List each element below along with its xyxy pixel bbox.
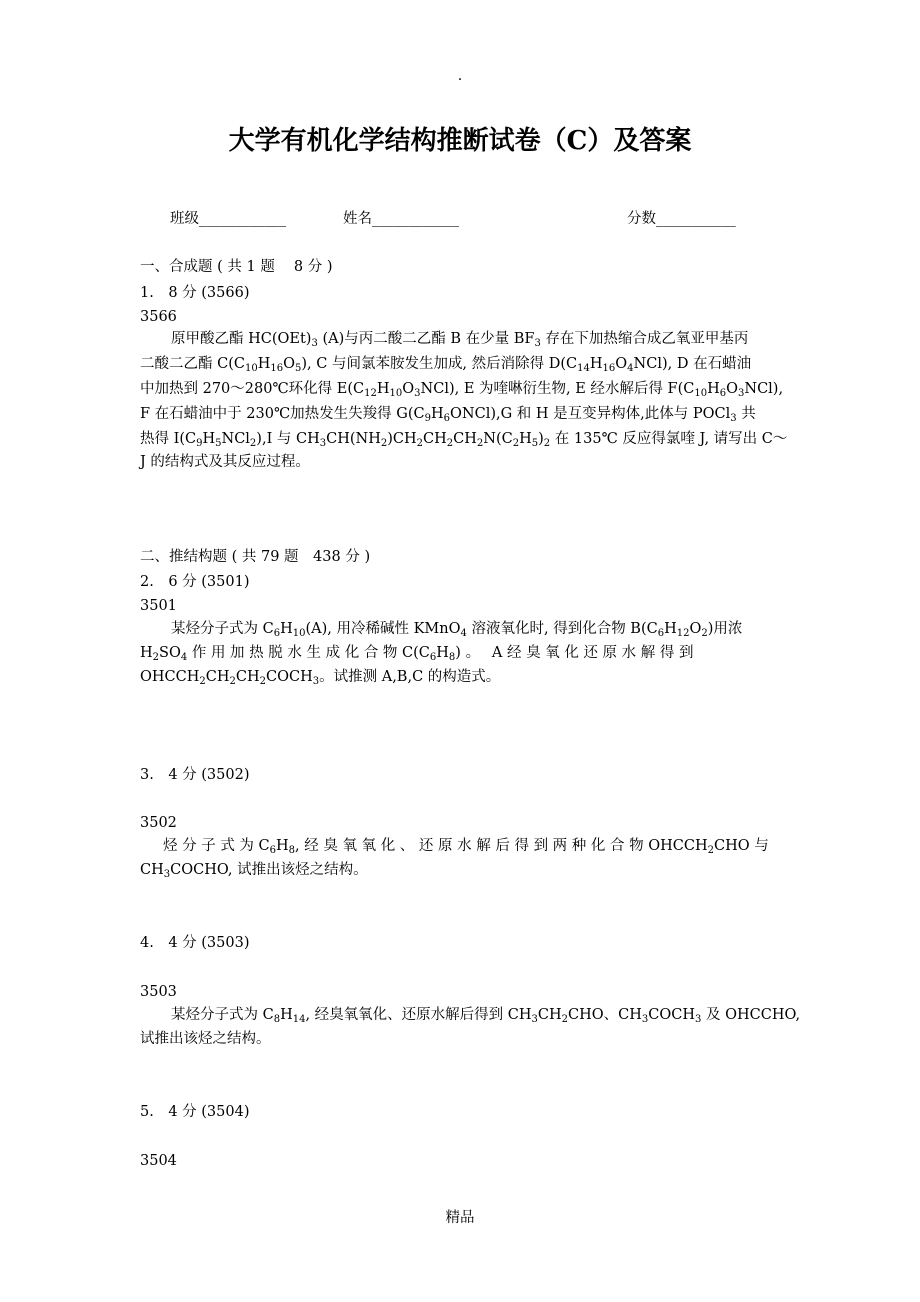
q2-line-2: $H_2SO_4$ 作 用 加 热 脱 水 生 成 化 合 物 $C(C_6H_8)$ 。 A 经 臭 氧 化 还 原 水 解 得 到 <box>140 645 694 663</box>
q3-header: 3. 4 分 (3502) <box>140 767 250 783</box>
q3-line-1: 烃 分 子 式 为 $C_6H_8$, 经 臭 氧 氧 化 、 还 原 水 解 后 得 到 两 种 化 合 物 $OHCCH_2CHO$ 与 <box>163 838 769 856</box>
q1-line-6: J 的结构式及其反应过程。 <box>140 454 310 470</box>
q1-line-5: 热得 $I(C_9H_5NCl_2),I$ 与 $CH_3CH(NH_2)CH_2CH_2CH_2N(C_2H_5)_2$ 在 135℃ 反应得氯喹 J, 请写出 C～ <box>140 431 788 449</box>
name-field: 姓名____________ <box>343 211 459 227</box>
q4-line-1: 某烃分子式为 $C_8H_{14}$, 经臭氧氧化、还原水解后得到 $CH_3CH_2CHO$、$CH_3COCH_3$ 及 OHCCHO, <box>171 1007 801 1025</box>
class-field: 班级____________ <box>170 211 286 227</box>
q5-code: 3504 <box>140 1153 177 1169</box>
q1-code: 3566 <box>140 309 177 325</box>
q3-line-2: $CH_3COCHO$, 试推出该烃之结构。 <box>140 862 368 880</box>
q1-line-2: 二酸二乙酯 $C(C_{10}H_{16}O_5)$, C 与间氯苯胺发生加成, 然后消除得 $D(C_{14}H_{16}O_4NCl)$, D 在石蜡油 <box>140 356 752 374</box>
page-footer: 精品 <box>445 1210 475 1226</box>
q2-line-3: $OHCCH_2CH_2CH_2COCH_3$。试推测 A,B,C 的构造式。 <box>140 669 501 687</box>
q1-line-3: 中加热到 270～280℃环化得 $E(C_{12}H_{10}O_3NCl)$, E 为喹啉衍生物, E 经水解后得 $F(C_{10}H_6O_3NCl)$, <box>140 381 784 399</box>
q3-code: 3502 <box>140 815 177 831</box>
q2-code: 3501 <box>140 598 177 614</box>
header-dot: . <box>457 68 463 84</box>
q4-code: 3503 <box>140 984 177 1000</box>
page-title: 大学有机化学结构推断试卷（C）及答案 <box>228 126 692 156</box>
q1-line-4: F 在石蜡油中于 230℃加热发生失羧得 $G(C_9H_6ONCl),G$ 和 H 是互变异构体,此体与 POCl$_3$ 共 <box>140 406 756 424</box>
section1-heading: 一、合成题 ( 共 1 题 8 分 ) <box>140 259 333 275</box>
q2-header: 2. 6 分 (3501) <box>140 574 250 590</box>
q5-header: 5. 4 分 (3504) <box>140 1104 250 1120</box>
q4-header: 4. 4 分 (3503) <box>140 935 250 951</box>
q4-line-2: 试推出该烃之结构。 <box>140 1031 271 1047</box>
score-field: 分数___________ <box>627 211 736 227</box>
q1-header: 1. 8 分 (3566) <box>140 285 250 301</box>
q2-line-1: 某烃分子式为 $C_6H_{10}(A)$, 用冷稀碱性 KMnO$_4$ 溶液氧化时, 得到化合物 $B(C_6H_{12}O_2)$用浓 <box>171 621 743 639</box>
q1-line-1: 原甲酸乙酯 $HC(OEt)_3$ (A)与丙二酸二乙酯 B 在少量 $BF_3$ 存在下加热缩合成乙氧亚甲基丙 <box>171 331 749 349</box>
section2-heading: 二、推结构题 ( 共 79 题 438 分 ) <box>140 549 371 565</box>
